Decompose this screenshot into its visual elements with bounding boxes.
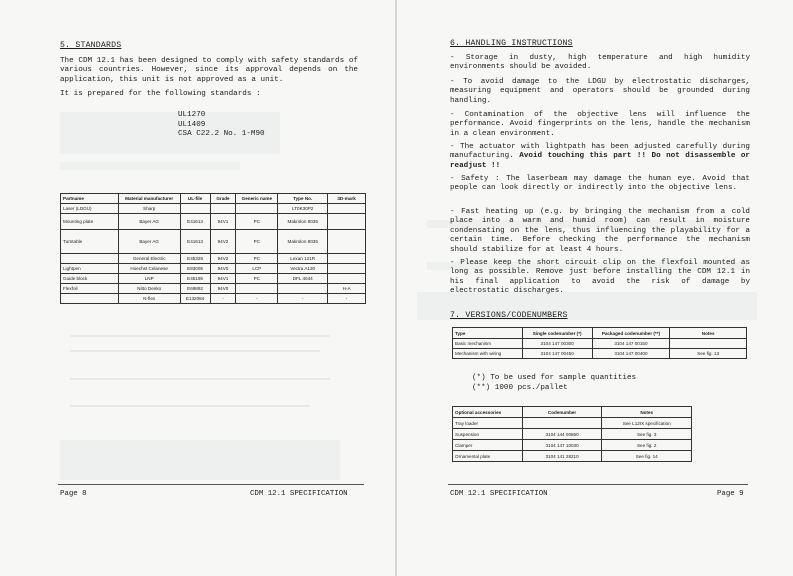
show-through-line — [70, 350, 320, 352]
table-cell: Bayer AG — [118, 230, 180, 254]
table-cell: N-flex — [118, 294, 180, 304]
handling-bullet: - Storage in dusty, high temperature and high humidity environments should be avoided. — [450, 54, 750, 72]
table-cell — [328, 254, 366, 264]
table-cell — [210, 204, 236, 214]
table-header-row — [61, 194, 366, 204]
table-cell: E45195 — [180, 274, 210, 284]
table-cell: Lexan 121R — [278, 254, 328, 264]
table-cell — [328, 214, 366, 230]
show-through-block — [60, 440, 340, 480]
column-header: UL-file — [180, 194, 210, 204]
table-cell: 94V0 — [210, 284, 236, 294]
table-cell: - — [236, 294, 278, 304]
table-cell: 3104 147 10030 — [522, 440, 602, 451]
section-heading: 6. HANDLING INSTRUCTIONS — [450, 39, 573, 48]
table-cell: Mechanism with wiring — [453, 349, 523, 359]
table-header-row — [453, 407, 692, 418]
table-cell: E45329 — [180, 254, 210, 264]
table-cell: See fig. 2 — [602, 440, 692, 451]
show-through-line — [70, 405, 310, 407]
table-cell: LT0K30P2 — [278, 204, 328, 214]
table-cell: Clamper — [453, 440, 523, 451]
accessories-table — [452, 406, 692, 462]
table-cell: Suspension — [453, 429, 523, 440]
table-cell: General Electric — [118, 254, 180, 264]
table-cell: 94V0 — [210, 264, 236, 274]
table-cell: LNP — [118, 274, 180, 284]
standard-item: CSA C22.2 No. 1-M90 — [178, 130, 265, 139]
table-row — [61, 264, 366, 274]
table-cell: PC — [236, 254, 278, 264]
standards-intro: It is prepared for the following standards : — [60, 90, 261, 98]
handling-bullet: - Contamination of the objective lens will influence the performance. Avoid fingerprints on the lens, handle the mechanism in a clean environment. — [450, 111, 750, 138]
page-number: Page 9 — [717, 490, 744, 498]
table-cell — [278, 284, 328, 294]
table-cell: Guide block — [61, 274, 119, 284]
footer-title: CDM 12.1 SPECIFICATION — [250, 490, 348, 498]
table-row — [61, 294, 366, 304]
table-cell — [236, 284, 278, 294]
table-cell — [670, 339, 747, 349]
table-cell: - — [210, 294, 236, 304]
table-cell: 94V2 — [210, 254, 236, 264]
page-number: Page 8 — [60, 490, 87, 498]
column-header: Type No. — [278, 194, 328, 204]
table-cell: Lightpen — [61, 264, 119, 274]
column-header: Grade — [210, 194, 236, 204]
table-row — [453, 429, 692, 440]
table-row — [453, 451, 692, 462]
footnote: (*) To be used for sample quantities — [472, 374, 637, 382]
footer-rule — [58, 484, 364, 485]
column-header: Type — [453, 328, 523, 339]
table-cell: 3104 147 00300 — [522, 339, 592, 349]
footnotes — [472, 374, 636, 393]
table-cell: Ornamental plate — [453, 451, 523, 462]
footnote: (**) 1000 pcs./pallet — [472, 383, 568, 392]
table-row — [61, 204, 366, 214]
actuator-text: - The actuator with lightpath has been adjusted carefully during manufacturing. — [450, 143, 750, 161]
show-through-block — [60, 162, 240, 170]
table-cell: Flexfoil — [61, 284, 119, 294]
table-cell: Bayer AG — [118, 214, 180, 230]
table-cell: Sharp — [118, 204, 180, 214]
column-header: Partname — [61, 194, 119, 204]
table-cell: Laser (LDGU) — [61, 204, 119, 214]
table-cell: 94V1 — [210, 214, 236, 230]
table-cell — [180, 204, 210, 214]
table-cell — [236, 204, 278, 214]
column-header: 3D-mark — [328, 194, 366, 204]
table-row — [61, 230, 366, 254]
table-cell: See L12IX specification — [602, 418, 692, 429]
column-header: Generic name — [236, 194, 278, 204]
column-header: Packaged codenumber (**) — [592, 328, 670, 339]
table-cell: Nitto Denko — [118, 284, 180, 294]
handling-bullet: - Fast heating up (e.g. by bringing the mechanism from a cold place into a warm and humid room) can result in moisture condensating on the lens, thus influencing the playability for a certain time. Before checking the performance the mechanism should stabilize for at least 4 hours. — [450, 208, 750, 254]
column-header: Codenumber — [522, 407, 602, 418]
table-cell: E41613 — [180, 214, 210, 230]
table-cell: PC — [236, 274, 278, 284]
handling-bullet: - To avoid damage to the LDGU by electrostatic discharges, measuring equipment and operators should be grounded during handling. — [450, 78, 750, 105]
table-cell: PC — [236, 230, 278, 254]
table-cell: PC — [236, 214, 278, 230]
column-header: Notes — [602, 407, 692, 418]
table-cell: DFL 4044 — [278, 274, 328, 284]
column-header: Optional accessories — [453, 407, 523, 418]
versions-table — [452, 327, 747, 359]
table-cell: 94V1 — [210, 274, 236, 284]
table-row — [453, 440, 692, 451]
table-cell — [61, 254, 119, 264]
footer-title: CDM 12.1 SPECIFICATION — [450, 490, 548, 498]
standards-paragraph: The CDM 12.1 has been designed to comply with safety standards of various countries. However, since its approval depends on the application, this unit is not approved as a unit. — [60, 57, 358, 84]
table-row — [61, 284, 366, 294]
table-cell: 3104 147 00400 — [592, 349, 670, 359]
table-cell: See fig. 13 — [670, 349, 747, 359]
table-cell: E69892 — [180, 284, 210, 294]
table-cell: E83005 — [180, 264, 210, 274]
table-cell: 3104 144 00850 — [522, 429, 602, 440]
table-cell: 94V2 — [210, 230, 236, 254]
table-cell: Vectra A130 — [278, 264, 328, 274]
table-cell — [328, 274, 366, 284]
table-cell: H-A — [328, 284, 366, 294]
standard-item: UL1270 — [178, 111, 206, 119]
table-cell: E132084 — [180, 294, 210, 304]
show-through-line — [70, 378, 330, 380]
table-row — [453, 418, 692, 429]
table-cell: See fig. 3 — [602, 429, 692, 440]
table-cell: Tray loader — [453, 418, 523, 429]
show-through-line — [70, 335, 330, 337]
table-row — [61, 214, 366, 230]
table-cell: LCP — [236, 264, 278, 274]
table-cell — [61, 294, 119, 304]
table-cell: Turntable — [61, 230, 119, 254]
table-cell: 3104 147 00450 — [522, 349, 592, 359]
section-heading: 7. VERSIONS/CODENUMBERS — [450, 311, 568, 320]
table-row — [453, 349, 747, 359]
table-cell: - — [278, 294, 328, 304]
table-cell — [328, 204, 366, 214]
actuator-warning: Avoid touching this part !! Do not disassemble or readjust !! — [450, 152, 750, 170]
table-cell: Hoechst Celanese — [118, 264, 180, 274]
left-page — [0, 0, 396, 576]
table-cell: Makrolon 8035 — [278, 230, 328, 254]
handling-bullet-actuator — [450, 143, 750, 171]
table-cell: See fig. 14 — [602, 451, 692, 462]
table-cell — [522, 418, 602, 429]
section-heading: 5. STANDARDS — [60, 41, 122, 50]
standard-item: UL1409 — [178, 120, 206, 129]
table-cell: Basic mechanism — [453, 339, 523, 349]
table-cell — [328, 264, 366, 274]
handling-bullet: - Safety : The laserbeam may damage the human eye. Avoid that people can look directly or indirectly into the objective lens. — [450, 175, 750, 193]
handling-bullet: - Please keep the short circuit clip on the flexfoil mounted as long as possible. Remove just before installing the CDM 12.1 in his final application to avoid the risk of damage by electrostatic discharges. — [450, 259, 750, 296]
standards-list — [178, 111, 265, 140]
table-header-row — [453, 328, 747, 339]
column-header: Material manufacturer — [118, 194, 180, 204]
column-header: Notes — [670, 328, 747, 339]
table-cell: E41613 — [180, 230, 210, 254]
right-page — [397, 0, 793, 576]
table-row — [61, 274, 366, 284]
materials-table — [60, 193, 366, 304]
table-cell: - — [328, 294, 366, 304]
table-cell: Mounting plate — [61, 214, 119, 230]
table-cell: 3104 141 28210 — [522, 451, 602, 462]
table-row — [453, 339, 747, 349]
footer-rule — [448, 484, 748, 485]
table-cell — [328, 230, 366, 254]
column-header: Single codenumber (*) — [522, 328, 592, 339]
table-row — [61, 254, 366, 264]
table-cell: 3104 147 00150 — [592, 339, 670, 349]
table-cell: Makrolon 8035 — [278, 214, 328, 230]
